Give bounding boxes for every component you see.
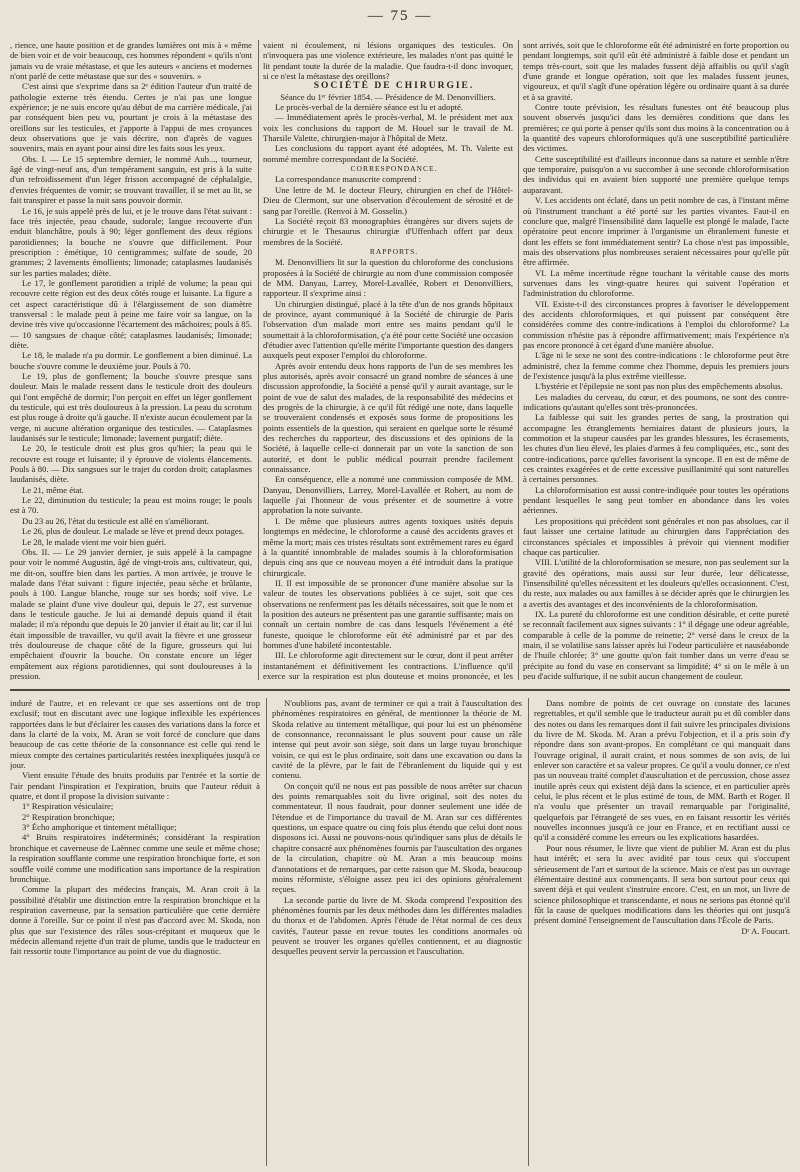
column-divider xyxy=(266,698,267,1166)
bottom-middle-column xyxy=(272,698,522,1166)
paragraph: Obs. II. — Le 29 janvier dernier, je suis appelé à la campagne pour voir le nommé Augustin, âgé de vingt-trois ans, cultivateur, qui, me dit-on, souffre bien dans les parties. A mon arrivée, je trouve le malade dans l'état suivant : figure injectée, peau sèche et brûlante, pouls à 100. Langue blanche, rouge sur ses bords; soif vive. Le malade se plaint d'une vive douleur qui, depuis le 27, est survenue dans le testicule gauche. Je lui ai demandé depuis quand il était malade; il m'a répondu que depuis le 20 janvier il était au lit; car il lui était impossible de travailler, vu qu'il avait la fièvre et une grosseur très douloureuse de chaque côté de la figure, grosseurs qui lui empêchaient d'ouvrir la bouche. On constate encore un léger empâtement aux régions parotidiennes, qui sont douloureuses à la pression. xyxy=(10,546,252,680)
society-title: SOCIÉTÉ DE CHIRURGIE. xyxy=(313,81,475,92)
paragraph: Une lettre de M. le docteur Fleury, chirurgien en chef de l'Hôtel-Dieu de Clermont, sur une observation d'écoulement de sérosité et de sang par l'oreille. (Renvoi à M. Gosselin.) xyxy=(263,184,513,216)
paragraph: vaient ni écoulement, ni lésions organiques des testicules. On n'invoquera pas une violence extérieure, les malades n'ont pas quitté le lit pendant toute la durée de la maladie. Que faudra-t-il donc invoquer, si ce n'est la métastase des oreillons? xyxy=(263,40,513,82)
paragraph: En conséquence, elle a nommé une commission composée de MM. Danyau, Denonvilliers, Larrey, Morel-Lavallée et Robert, au nom de laquelle j'ai l'honneur de vous présenter et de soumettre à votre approbation la note suivante. xyxy=(263,474,513,516)
page-number: — 75 — xyxy=(367,8,433,24)
paragraph: Cette susceptibilité est d'ailleurs inconnue dans sa nature et semble n'être que temporaire, puisqu'on a vu succomber à une seconde chloroformisation des individus qui en avaient bien supporté une première quelque temps auparavant. xyxy=(523,153,789,195)
bottom-right-column xyxy=(534,698,790,1166)
paragraph: Les maladies du cerveau, du cœur, et des poumons, ne sont des contre-indications qu'autant qu'elles sont très-prononcées. xyxy=(523,391,789,413)
bottom-left-column xyxy=(10,698,260,1166)
paragraph: induré de l'autre, et en relevant ce que ses assertions ont de trop exclusif; tout en discutant avec une logique inflexible les expériences rapportées dans le but d'éclairer les causes des variations dans la force et dans la clarté de la voix, M. Aran se voit forcé de conclure que dans beaucoup de cas cette théorie de la consonnance est celle qui rend le mieux compte des certaines particularités restées inexpliquées jusqu'à ce jour. xyxy=(10,698,260,771)
paragraph: La seconde partie du livre de M. Skoda comprend l'exposition des phénomènes fournis par les deux méthodes dans les différentes maladies du thorax et de l'abdomen. Après l'étude de l'état normal de ces deux cavités, l'auteur passe en revue toutes les conditions anormales où peuvent se trouver les organes qu'elles contiennent, et au diagnostic desquelles peuvent servir la percussion et l'auscultation. xyxy=(272,894,522,957)
paragraph: Le 19, plus de gonflement; la bouche s'ouvre presque sans douleur. Mais le malade ressent dans le testicule droit des douleurs qui l'ont empêché de dormir; l'on perçoit en effet un léger gonflement du testicule, qui est très douloureux à la pression. La peau du scrotum est plus rouge à droite qu'à gauche. Il n'existe aucun écoulement par la verge, ni aucune altération organique des testicules. — Cataplasmes laudanisés sur le testicule; limonade; lavement purgatif; diète. xyxy=(10,371,252,444)
paragraph: Du 23 au 26, l'état du testicule est allé en s'améliorant. xyxy=(22,515,209,526)
paragraph: 3° Écho amphorique et tintement métallique; xyxy=(22,822,177,833)
paragraph: sont arrivés, soit que le chloroforme eût été administré en forte proportion ou pendant longtemps, soit qu'il eût été administré à faible dose et pendant un temps très-court, soit que les malades fussent déjà affaiblis ou qu'il s'agît d'une grande et longue opération, soit que les malades fussent jeunes, vigoureux, et qu'il s'agît d'une opération légère ou ordinaire quant à sa durée et à sa gravité. xyxy=(523,40,789,102)
paragraph: Contre toute prévision, les résultats funestes ont été beaucoup plus souvent observés jusqu'ici dans les dernières conditions que dans les premières; ce qui porte à penser qu'ils sont dus moins à la concentration ou à la quantité des vapeurs chloroformiques qu'à une susceptibilité particulière des victimes. xyxy=(523,102,789,154)
paragraph: Dans nombre de points de cet ouvrage on constate des lacunes regrettables, et qu'il semble que le traducteur aurait pu et dû combler dans des notes ou dans les remarques dont il fait suivre les principales divisions du livre de M. Skoda. M. Aran a prévu l'objection, et il a pris soin d'y répondre dans son avant-propos. En complétant ce qui manquait dans l'ouvrage original, il aurait craint, et nous sommes de son avis, de lui enlever son caractère et sa valeur propres. Ce qu'il a voulu donner, ce n'est pas un nouveau traité complet d'auscultation et de percussion, chose assez inutile après ceux qui existent déjà dans la science, et en particulier après celui, le plus récent et le plus estimé de tous, de MM. Barth et Roger. Il n'a voulu que présenter un travail remarquable par l'originalité, quelquefois par l'étrangeté de ses vues, en en faisant ressortir les vérités nouvelles inconnues jusqu'à ce jour en France, et en rectifiant aussi ce qu'il a considéré comme les erreurs ou les explications hasardées. xyxy=(534,698,790,843)
paragraph: Le 16, je suis appelé près de lui, et je le trouve dans l'état suivant : face très injectée, peau chaude, sudorale; langue recouverte d'un enduit blanchâtre, pouls à 90; léger gonflement des deux régions parotidiennes; la bouche ne s'ouvre que difficilement. Pour prescription : émétique, 10 centigrammes; sulfate de soude, 20 grammes; 2 lavements émollients; limonade; cataplasmes laudanisés sur les parties malades; diète. xyxy=(10,205,252,278)
column-divider xyxy=(528,698,529,1166)
paragraph: I. De même que plusieurs autres agents toxiques usités depuis longtemps en médecine, le chloroforme a causé des accidents graves et même la mort; mais ces tristes résultats sont extrêmement rares eu égard à la quantité innombrable de malades soumis à la chloroformisation depuis cinq ans que ce nouveau moyen a été introduit dans la pratique chirurgicale. xyxy=(263,515,513,578)
paragraph: La faiblesse qui suit les grandes pertes de sang, la prostration qui accompagne les étranglements herniaires datant de plusieurs jours, la commotion et la stupeur causées par les grandes blessures, les écrasements, les chutes d'un lieu élevé, les plaies d'armes à feu compliquées, etc., sont des contre-indications, parce qu'elles favorisent la syncope. Il en est de même de ces craintes exagérées et de cette excessive pusillanimité qui sont naturelles à certaines personnes. xyxy=(523,412,789,485)
author-signature: Dʳ A. Foucart. xyxy=(741,925,790,936)
paragraph: Après avoir entendu deux hons rapports de l'un de ses membres les plus autorisés, après avoir consacré un grand nombre de séances à une discussion approfondie, la Société a pensé qu'il y aurait avantage, sur le point de vue de salut des malades, de la responsabilité des médecins et des progrès de la chirurgie, à ce qu'il fût rédigé une note, dans laquelle se trouveraient condensés et exposés sous forme de propositions les points essentiels de la question, qui seraient en quelque sorte le résumé des recherches du rapporteur, des discussions et des opinions de la Société, à laquelle celle-ci donnerait par un vote la sanction de son autorité, et dont le public médical pourrait prendre facilement connaissance. xyxy=(263,360,513,475)
column-divider xyxy=(258,40,259,680)
paragraph: 4° Bruits respiratoires indéterminés; considérant la respiration bronchique et caverneuse de Laënnec comme une seule et même chose; la respiration soufflante comme une respiration bronchique forte, et son souffle voilé comme une modification sans importance de la respiration bronchique. xyxy=(10,832,260,884)
paragraph: Pour nous résumer, le livre que vient de publier M. Aran est du plus haut intérêt; et sera lu avec avidité par tous ceux qui s'occupent sérieusement de l'art et surtout de la science. Mais ce n'est pas un ouvrage élémentaire destiné aux commençants. Il sera bon surtout pour ceux qui savent déjà et qui veulent s'instruire encore. C'est, en un mot, un livre de science philosophique et transcendante, et nous ne serions pas étonné qu'il fût la cause de quelques modifications dans les théories qui ont jusqu'à présent dominé l'enseignement de l'auscultation dans l'École de Paris. xyxy=(534,842,790,926)
paragraph: N'oublions pas, avant de terminer ce qui a trait à l'auscultation des phénomènes respiratoires en général, de mentionner la théorie de M. Skoda relative au tintement métallique, qui pour lui est un phénomène de consonnance, reconnaissant le plus souvent pour cause un râle intense qui peut avoir son siège, soit dans un large tuyau bronchique voisin, ce qui est le plus ordinaire, soit dans une excavation ou dans la cavité de la plèvre, par le fait de l'ébranlement du liquide qui y est contenu. xyxy=(272,698,522,781)
paragraph: VII. Existe-t-il des circonstances propres à favoriser le développement des accidents chloroformiques, et qui puissent par conséquent être considérées comme des contre-indications à l'emploi du chloroforme? La commission n'hésite pas à répondre affirmativement; mais l'expérience n'a pas encore prononcé à cet égard d'une manière absolue. xyxy=(523,298,789,350)
paragraph: Vient ensuite l'étude des bruits produits par l'entrée et la sortie de l'air pendant l'inspiration et l'expiration, bruits que l'auteur réduit à quatre, et dont il propose la division suivante : xyxy=(10,770,260,802)
bottom-right-paragraphs xyxy=(534,698,790,926)
paragraph: VI. La même incertitude règne touchant la véritable cause des morts survenues dans les vingt-quatre heures qui suivent l'opération et l'administration du chloroforme. xyxy=(523,267,789,299)
paragraph: V. Les accidents ont éclaté, dans un petit nombre de cas, à l'instant même où l'instrument tranchant a été porté sur les parties vivantes. Faut-il en conclure que, malgré l'insensibilité dans laquelle est plongé le malade, l'acte opératoire peut encore imprimer à l'organisme un ébranlement funeste et dont les effets se font immédiatement sentir? La chose n'est pas impossible, mais des observations plus nombreuses seraient nécessaires pour qu'elle pût être affirmée. xyxy=(523,195,789,268)
top-middle-column xyxy=(263,40,513,680)
paragraph: IX. La pureté du chloroforme est une condition désirable, et cette pureté se reconnaît facilement aux signes suivants : 1° il dégage une odeur agréable, comparable à celle de la pomme de reinette; 2° versé dans le creux de la main, il se volatilise sans laisser après lui l'odeur particulière et nauséabonde de l'huile chlorée; 3° une goutte qu'on fait tomber dans un verre d'eau se précipite au fond du vase en conservant sa limpidité; 4° si on le mêle à un peu d'acide sulfurique, il ne subit aucun changement de couleur. xyxy=(523,608,789,680)
report-paragraphs xyxy=(263,257,513,680)
paragraph: Le 20, le testicule droit est plus gros qu'hier; la peau qui le recouvre est rouge et luisante; il y éprouve de violents élancements. Pouls à 80. — Dix sangsues sur le trajet du cordon droit; cataplasmes laudanisés, diète. xyxy=(10,443,252,485)
top-right-column xyxy=(523,40,789,680)
paragraph: III. Le chloroforme agit directement sur le cœur, dont il peut arrêter instantanément et définitivement les contractions. L'influence qu'il exerce sur la respiration est plus douteuse et moins prononcée, et les xyxy=(263,650,513,680)
correspondence-heading: CORRESPONDANCE. xyxy=(350,164,438,174)
paragraph: Le procès-verbal de la dernière séance est lu et adopté. xyxy=(275,102,464,113)
paragraph: Les conclusions du rapport ayant été adoptées, M. Th. Valette est nommé membre correspondant de la Société. xyxy=(263,143,513,164)
society-paragraphs xyxy=(263,102,513,164)
paragraph: 1° Respiration vésiculaire; xyxy=(22,801,114,812)
paragraph: Le 21, même état. xyxy=(22,484,84,495)
paragraph: C'est ainsi que s'exprime dans sa 2ᵉ édition l'auteur d'un traité de pathologie externe très étendu. Certes je n'ai pas une longue expérience; je ne suis encore qu'au début de ma carrière médicale, j'ai par conséquent bien peu vu, pourtant je crois à la métastase des oreillons sur les testicules, et j'apporte à l'appui de mes croyances deux observations que je vais décrire, non d'après de vagues souvenirs, mais en ayant pour ainsi dire les faits sous les yeux. xyxy=(10,81,252,154)
paragraph: Les propositions qui précèdent sont générales et non pas absolues, car il faut laisser une certaine latitude au chirurgien dans l'appréciation des circonstances spéciales et impossibles à prévoir qui viennent modifier chaque cas particulier. xyxy=(523,515,789,557)
paragraph: Un chirurgien distingué, placé à la tête d'un de nos grands hôpitaux de province, ayant communiqué à la Société de chirurgie de Paris l'observation d'un malade mort entre ses mains pendant qu'il le soumettait à la chloroformisation, ç'a été pour cette Société une occasion d'étudier avec l'attention qu'elle mérite l'importante question des dangers auxquels peut exposer l'emploi du chloroforme. xyxy=(263,298,513,361)
reports-heading: RAPPORTS. xyxy=(369,246,419,256)
paragraph: , rience, une haute position et de grandes lumières ont mis à « même de bien voir et de voir beaucoup, ces hommes répondent « qu'ils n'ont jamais vu de vraie métastase, et que les auteurs « anciens et modernes n'ont parlé de cette métastase que sur des « souvenirs. » xyxy=(10,40,252,82)
paragraph: L'hystérie et l'épilepsie ne sont pas non plus des empêchements absolus. xyxy=(535,381,783,392)
paragraph: 2° Respiration bronchique; xyxy=(22,811,115,822)
top-left-column xyxy=(10,40,252,680)
paragraph: La Société reçoit 83 monographies étrangères sur divers sujets de chirurgie et le Thesaurus chirurgiæ d'Uffenbach offert par deux membres de la Société. xyxy=(263,215,513,247)
session-line: Séance du 1ᵉʳ février 1854. — Présidence de M. Denonvilliers. xyxy=(280,91,496,102)
paragraph: Le 18, le malade n'a pu dormir. Le gonflement a bien diminué. La bouche s'ouvre comme le deuxième jour. Pouls à 70. xyxy=(10,350,252,371)
paragraph: On conçoit qu'il ne nous est pas possible de nous arrêter sur chacun des points remarquables soit du livre original, soit des notes du commentateur. Il nous faudrait, pour donner seulement une idée de l'étendue et de l'importance du travail de M. Aran sur ces différentes questions, un espace quatre ou cinq fois plus étendu que celui dont nous disposons ici. Aussi ne pouvons-nous qu'indiquer sans plus de détails le chapitre consacré aux phénomènes fournis par l'auscultation des organes de la circulation, chapitre où M. Aran a mis beaucoup moins d'annotations et de remarques, par cette raison que M. Skoda, beaucoup moins réformiste, s'éloigne assez peu ici des opinions généralement reçues. xyxy=(272,780,522,895)
paragraph: Obs. I. — Le 15 septembre dernier, le nommé Aub..., tourneur, âgé de vingt-neuf ans, d'un tempérament sanguin, est pris à la suite d'un refroidissement d'un léger frisson accompagné de céphalalgie, d'envies fréquentes de vomir; se trouvant travailler, il se met au lit, se fait transpirer et passe la nuit sans pouvoir dormir. xyxy=(10,153,252,206)
column-divider xyxy=(518,40,519,680)
paragraph: Le 26, plus de douleur. Le malade se lève et prend deux potages. xyxy=(22,526,245,537)
paragraph: VIII. L'utilité de la chloroformisation se mesure, non pas seulement sur la gravité des opérations, mais aussi sur leur durée, leur délicatesse, l'insensibilité qu'elles nécessitent et les douleurs qu'elles occasionnent. C'est, du reste, aux malades ou aux familles à se décider après que le chirurgien les a avertis des avantages et des inconvénients de la chloroformisation. xyxy=(523,557,789,609)
paragraph: Le 22, diminution du testicule; la peau est moins rouge; le pouls est à 70. xyxy=(10,495,252,516)
paragraph: M. Denonvilliers lit sur la question du chloroforme des conclusions proposées à la Société de chirurgie au nom d'une commission composée de MM. Danyau, Larrey, Morel-Lavallée, Robert et Denonvilliers, rapporteur. Il s'exprime ainsi : xyxy=(263,257,513,299)
paragraph: — Immédiatement après le procès-verbal, M. le président met aux voix les conclusions du rapport de M. Houel sur le travail de M. Tharsile Valette, chirurgien-major à l'hôpital de Metz. xyxy=(263,112,513,144)
middle-intro xyxy=(263,40,513,81)
paragraph: La correspondance manuscrite comprend : xyxy=(275,174,422,185)
section-divider xyxy=(10,689,790,691)
paragraph: La chloroformisation est aussi contre-indiquée pour toutes les opérations pendant lesquelles le sang peut tomber en abondance dans les voies aériennes. xyxy=(523,484,789,516)
paragraph: Le 17, le gonflement parotidien a triplé de volume; la peau qui recouvre cette région est des deux côtés rouge et luisante. La figure a cet aspect caractéristique dû à l'élargissement de son diamètre transversal : le malade peut à peine me faire voir sa langue, on la devine très vive qu'occasionne l'écartement des mâchoires; pouls à 85. — 10 sangsues de chaque côté; cataplasmes laudanisés; limonade; diète. xyxy=(10,277,252,350)
correspondence-paragraphs xyxy=(263,174,513,246)
paragraph: Comme la plupart des médecins français, M. Aran croit à la possibilité d'établir une distinction entre la respiration bronchique et la respiration caverneuse, par la sensation particulière que cette dernière donne à l'oreille. Sur ce point il n'est pas d'accord avec M. Skoda, non plus que sur l'existence des râles sous-crépitant et muqueux que le médecin allemand rejette d'un trait de plume, tandis que le traducteur en fait ressortir toute l'importance au point de vue du diagnostic. xyxy=(10,884,260,957)
paragraph: Le 28, le malade vient me voir bien guéri. xyxy=(22,536,167,547)
paragraph: L'âge ni le sexe ne sont des contre-indications : le chloroforme peut être administré, chez la femme comme chez l'homme, depuis les premiers jours de l'existence jusqu'à la plus extrême vieillesse. xyxy=(523,350,789,381)
paragraph: II. Il est impossible de se prononcer d'une manière absolue sur la valeur de toutes les observations publiées à ce sujet, soit que ces observations ne renferment pas les détails nécessaires, soit que le nom et la position des auteurs ne présentent pas une garantie suffisante; mais on connaît un certain nombre de cas dans lesquels l'événement a été funeste, quoique le chloroforme eût été administré par et par des hommes d'une habileté incontestable. xyxy=(263,577,513,650)
